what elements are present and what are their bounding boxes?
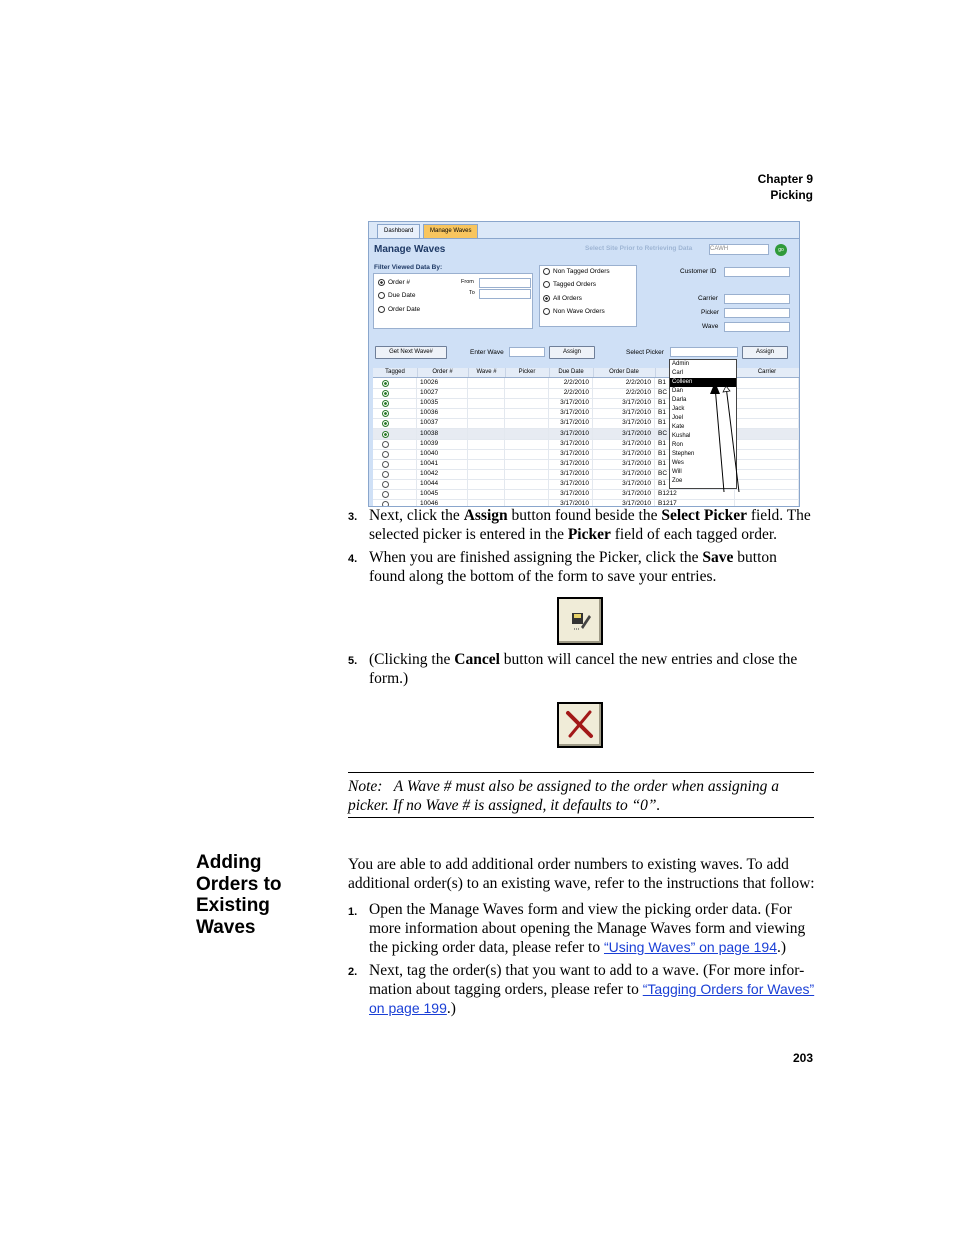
due-date-cell: 3/17/2010: [549, 418, 593, 428]
picker-option[interactable]: Will: [672, 469, 682, 475]
sec-step-1-text: [369, 900, 815, 957]
picker-option[interactable]: Jack: [672, 406, 685, 412]
arrow-line-2: [726, 386, 739, 492]
all-orders-label: All Orders: [553, 295, 582, 303]
step-3-f: Picker: [567, 526, 611, 543]
step-4-b: Save: [702, 549, 734, 566]
step-3-b: Assign: [463, 507, 508, 524]
save-icon: [559, 599, 601, 643]
note-block: [348, 777, 814, 815]
tab-dashboard[interactable]: Dashboard: [377, 224, 420, 238]
due-date-cell: 3/17/2010: [549, 429, 593, 439]
go-label: go: [778, 247, 784, 253]
select-picker-label: Select Picker: [626, 349, 664, 356]
step-5-text: [369, 650, 815, 688]
order-date-cell: 3/17/2010: [593, 429, 655, 439]
due-date-cell: 3/17/2010: [549, 408, 593, 418]
annotation-arrows: [369, 222, 799, 506]
section-heading: [196, 852, 282, 938]
arrow-head-icon: [710, 382, 720, 394]
tagged-label: Tagged Orders: [553, 281, 596, 289]
step-3-number: 3.: [348, 511, 358, 523]
customer-id-label: Customer ID: [680, 268, 717, 275]
note-top-rule: [348, 772, 814, 773]
step-3-g: field of each tagged order.: [610, 526, 778, 543]
heading-line-3: Existing: [196, 895, 270, 916]
picker-option[interactable]: Kushal: [672, 433, 691, 439]
order-cell: 10026: [417, 378, 468, 388]
due-date-cell: 2/2/2010: [549, 388, 593, 398]
picker-option[interactable]: Colleen: [670, 378, 736, 387]
select-site-label: Select Site Prior to Retrieving Data: [585, 245, 693, 252]
order-date-cell: 3/17/2010: [593, 479, 655, 489]
chapter-label: Chapter 9: [757, 172, 813, 186]
picker-option[interactable]: Stephen: [672, 451, 695, 457]
order-cell: 10027: [417, 388, 468, 398]
from-label: From: [461, 279, 474, 285]
order-cell: 10042: [417, 469, 468, 479]
picker-option[interactable]: Joel: [672, 415, 684, 421]
extra-cell: B1: [655, 439, 735, 449]
filter-odate-label: Order Date: [388, 306, 421, 314]
page-number: 203: [792, 1051, 813, 1065]
order-date-cell: 3/17/2010: [593, 449, 655, 459]
sec-step-2-text: [369, 961, 815, 1018]
enter-wave-label: Enter Wave: [470, 349, 504, 356]
step-3-a: Next, click the: [369, 507, 464, 524]
section-label: Picking: [770, 188, 813, 202]
sec-step-1-a: Open the Manage Waves form and view the picking order data. (For more information about opening the Manage Waves form and viewing the picking order data, please refer to: [369, 901, 806, 956]
section-intro: You are able to add additional order numbers to existing waves. To add additional order(s) to an existing wave, refer to the instructions that follow:: [348, 856, 815, 892]
extra-cell: BC: [655, 469, 735, 479]
order-cell: 10045: [417, 489, 468, 499]
order-date-cell: 3/17/2010: [593, 489, 655, 499]
note-label: Note:: [348, 778, 383, 795]
cancel-button-image: [557, 702, 603, 748]
sec-step-2-number: 2.: [348, 966, 358, 978]
step-4-number: 4.: [348, 553, 358, 565]
due-date-cell: 3/17/2010: [549, 439, 593, 449]
carrier-label: Carrier: [698, 295, 718, 302]
heading-line-2: Orders to: [196, 873, 282, 895]
step-4-a: When you are finished assigning the Picker, click the: [369, 549, 703, 566]
extra-cell: B1: [655, 449, 735, 459]
due-date-cell: 3/17/2010: [549, 449, 593, 459]
step-4-text: [369, 548, 815, 586]
form-title: Manage Waves: [374, 244, 446, 255]
note-text: A Wave # must also be assigned to the order when assigning a picker. If no Wave # is assigned, it defaults to “0”.: [348, 778, 779, 814]
order-cell: 10035: [417, 398, 468, 408]
to-label: To: [469, 290, 475, 296]
sec-step-2-a: Next, tag the order(s) that you want to add to a wave. (For more infor-mation about tagging orders, please refer to: [369, 962, 805, 998]
extra-cell: B1: [655, 378, 735, 388]
order-cell: 10046: [417, 499, 468, 507]
picker-option[interactable]: Darla: [672, 397, 687, 403]
extra-cell: B1212: [655, 489, 735, 499]
picker-option[interactable]: Admin: [672, 361, 690, 367]
non-wave-label: Non Wave Orders: [553, 308, 605, 316]
step-3-text: [369, 506, 815, 544]
tab-manage-waves[interactable]: Manage Waves: [423, 224, 478, 238]
order-cell: 10039: [417, 439, 468, 449]
order-date-cell: 2/2/2010: [593, 388, 655, 398]
due-date-cell: 2/2/2010: [549, 378, 593, 388]
extra-cell: B1: [655, 459, 735, 469]
step-3-d: Select Picker: [661, 507, 747, 524]
step-5-b: Cancel: [454, 651, 500, 668]
get-next-wave-button[interactable]: Get Next Wave#: [375, 346, 447, 359]
column-header[interactable]: Carrier: [735, 368, 800, 377]
due-date-cell: 3/17/2010: [549, 489, 593, 499]
order-date-cell: 3/17/2010: [593, 459, 655, 469]
tagging-orders-link[interactable]: “Tagging Orders for Waves” on page 199: [369, 981, 815, 1016]
manage-waves-screenshot: [368, 221, 800, 507]
order-date-cell: 3/17/2010: [593, 418, 655, 428]
order-cell: 10036: [417, 408, 468, 418]
step-3-e: field. The selected picker is entered in the: [369, 507, 811, 543]
order-date-cell: 2/2/2010: [593, 378, 655, 388]
step-5-a: (Clicking the: [369, 651, 455, 668]
column-header[interactable]: Due Date: [549, 368, 594, 377]
picker-option[interactable]: Ron: [672, 442, 684, 448]
picker-option[interactable]: Carl: [672, 370, 684, 376]
picker-option[interactable]: Wes: [672, 460, 684, 466]
order-date-cell: 3/17/2010: [593, 469, 655, 479]
order-date-cell: 3/17/2010: [593, 398, 655, 408]
order-date-cell: 3/17/2010: [593, 499, 655, 507]
sec-step-2-b: .): [446, 1000, 456, 1017]
save-button-image: [557, 597, 603, 645]
due-date-cell: 3/17/2010: [549, 398, 593, 408]
site-value: CAWH: [710, 246, 729, 252]
due-date-cell: 3/17/2010: [549, 479, 593, 489]
picker-label: Picker: [701, 309, 720, 316]
order-cell: 10040: [417, 449, 468, 459]
filter-order-label: Order #: [388, 279, 411, 287]
order-cell: 10041: [417, 459, 468, 469]
heading-line-1: Adding: [196, 852, 262, 873]
step-5-c: button will cancel the new entries and close the form.): [369, 651, 798, 687]
extra-cell: BC: [655, 388, 735, 398]
extra-cell: B1: [655, 408, 735, 418]
extra-cell: B1: [655, 398, 735, 408]
assign-picker-button[interactable]: Assign: [742, 346, 788, 359]
column-header[interactable]: Picker: [505, 368, 550, 377]
order-cell: 10044: [417, 479, 468, 489]
note-bottom-rule: [348, 817, 814, 818]
extra-cell: B1: [655, 418, 735, 428]
sec-step-1-b: .): [777, 939, 787, 956]
filter-due-label: Due Date: [388, 292, 416, 300]
assign-wave-button[interactable]: Assign: [549, 346, 595, 359]
wave-label: Wave: [702, 323, 719, 330]
extra-cell: B1: [655, 479, 735, 489]
step-3-c: button found beside the: [507, 507, 662, 524]
picker-option[interactable]: Dan: [672, 388, 684, 394]
order-cell: 10038: [417, 429, 468, 439]
order-date-cell: 3/17/2010: [593, 408, 655, 418]
picker-option[interactable]: Zoe: [672, 478, 683, 484]
column-header[interactable]: Order #: [417, 368, 469, 377]
column-header[interactable]: Tagged: [373, 368, 418, 377]
picker-option[interactable]: Kate: [672, 424, 685, 430]
due-date-cell: 3/17/2010: [549, 469, 593, 479]
sec-step-1-number: 1.: [348, 906, 358, 918]
order-date-cell: 3/17/2010: [593, 439, 655, 449]
using-waves-link[interactable]: “Using Waves” on page 194: [603, 939, 778, 955]
non-tagged-label: Non Tagged Orders: [553, 268, 610, 276]
step-5-number: 5.: [348, 655, 358, 667]
disk-label: [574, 614, 581, 618]
heading-line-4: Waves: [196, 916, 256, 938]
filter-label: Filter Viewed Data By:: [374, 264, 443, 271]
due-date-cell: 3/17/2010: [549, 499, 593, 507]
mouse-pointer-icon: [723, 386, 730, 392]
column-header[interactable]: Order Date: [593, 368, 656, 377]
column-header[interactable]: Wave #: [468, 368, 506, 377]
order-cell: 10037: [417, 418, 468, 428]
cancel-icon: [559, 704, 601, 746]
arrow-line-1: [715, 386, 724, 492]
step-4-c: button found along the bottom of the form to save your entries.: [369, 549, 777, 585]
extra-cell: B1217: [655, 499, 735, 507]
extra-cell: BC: [655, 429, 735, 439]
due-date-cell: 3/17/2010: [549, 459, 593, 469]
